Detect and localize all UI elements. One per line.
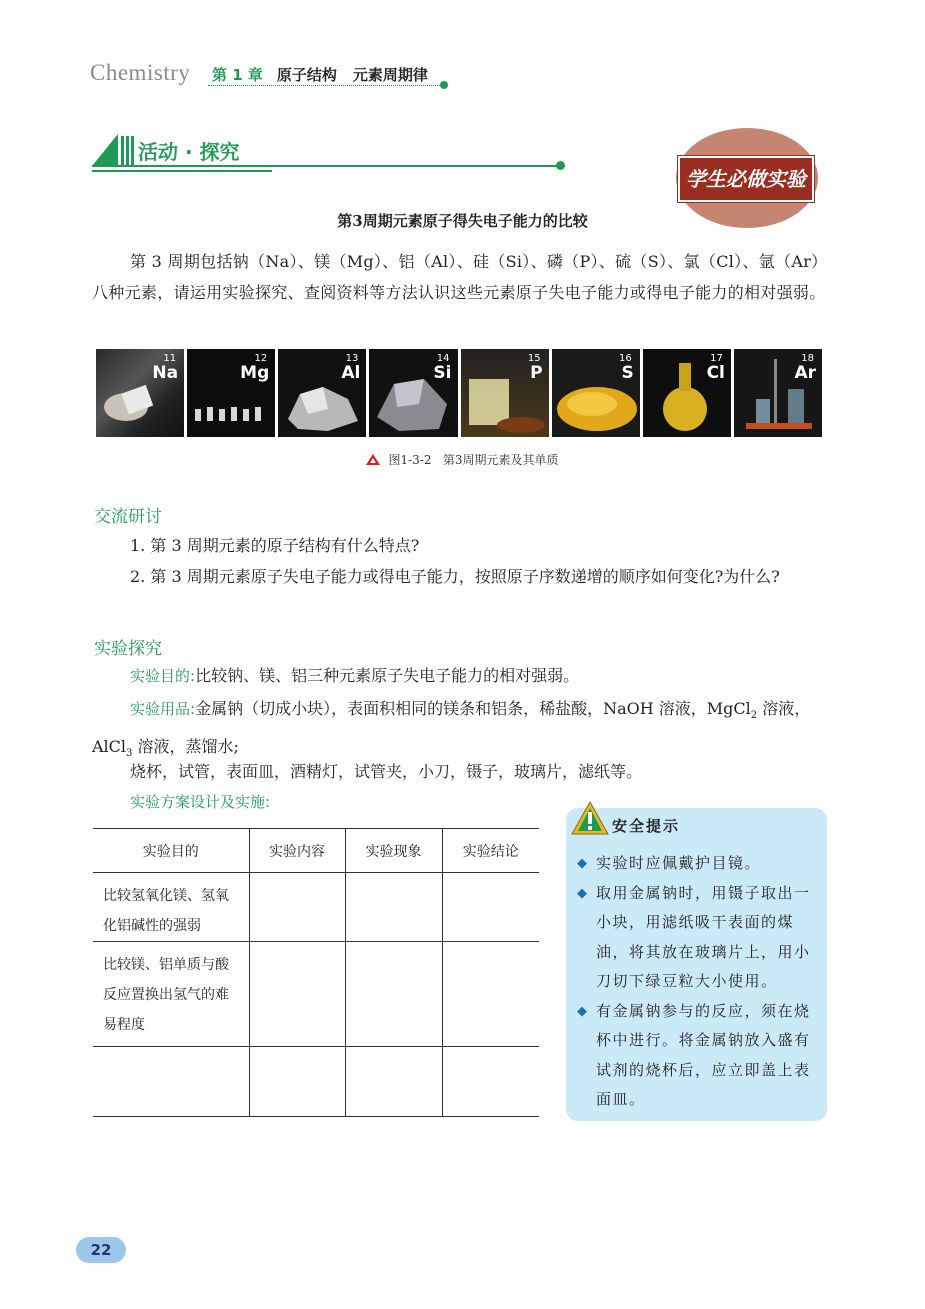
experiment-table [93,828,539,1117]
chapter-title-2: 元素周期律 [352,66,428,84]
table-row [93,1047,539,1117]
safety-item: ◆ 有金属钠参与的反应，须在烧杯中进行。将金属钠放入盛有试剂的烧杯后，应立即盖上表面皿。 [578,997,816,1115]
materials-end: 溶液，蒸馏水; [132,737,239,757]
table-cell-empty[interactable] [345,873,442,942]
element-si-photo [369,349,457,437]
table-row [93,873,539,942]
experiment-materials-2: 烧杯，试管，表面皿，酒精灯，试管夹，小刀，镊子，玻璃片，滤纸等。 [130,762,643,781]
header-subject: Chemistry [90,60,191,85]
chapter-title-1: 原子结构 [276,66,337,84]
element-na-photo [96,349,184,437]
chapter-number: 第 1 章 [212,66,263,84]
materials-sub-3: 3 [126,748,133,760]
experiment-purpose [92,660,832,692]
element-symbol: Ar [794,363,816,383]
activity-dot [556,161,565,170]
table-cell-empty[interactable] [249,942,345,1047]
table-header: 实验目的 [93,829,249,873]
element-number: 12 [254,353,268,364]
required-experiment-stamp: 学生必做实验 [678,156,814,202]
element-number: 17 [710,353,723,364]
element-number: 18 [801,353,814,364]
safety-list [578,849,816,1115]
element-p-photo [461,349,549,437]
element-al-photo [278,349,366,437]
table-cell-empty[interactable] [249,873,345,942]
materials-alcl: 溶液，AlCl [92,699,811,757]
element-number: 14 [436,353,450,364]
table-header: 实验结论 [442,829,539,873]
table-header: 实验内容 [249,829,345,873]
figure-text: 第3周期元素及其单质 [442,453,559,467]
warning-icon [570,798,610,838]
table-cell-empty[interactable] [249,1047,345,1117]
table-cell-purpose[interactable] [93,1047,249,1117]
element-cl-photo [643,349,731,437]
section-title: 第3周期元素原子得失电子能力的比较 [337,212,588,230]
element-photo-strip [96,349,822,437]
purpose-label: 实验目的: [130,667,196,685]
page-number: 22 [76,1237,126,1263]
activity-title: 活动 · 探究 [138,140,240,164]
materials-mgcl: MgCl [706,699,751,718]
materials-sub-2: 2 [750,710,758,722]
element-s-photo [552,349,640,437]
element-symbol: Si [433,363,452,383]
purpose-text: 比较钠、镁、铝三种元素原子失电子能力的相对强弱。 [195,666,580,685]
element-symbol: Al [341,363,361,383]
element-number: 13 [345,353,359,364]
discussion-question-1: 1. 第 3 周期元素的原子结构有什么特点? [130,536,420,555]
safety-title: 安全提示 [612,817,681,835]
table-cell-empty[interactable] [345,942,442,1047]
table-cell-purpose: 比较镁、铝单质与酸反应置换出氢气的难易程度 [93,942,249,1047]
element-number: 16 [619,353,632,364]
header-divider [208,85,442,86]
table-header-row [93,829,539,873]
figure-number: 图1-3-2 [388,453,432,467]
activity-underline [92,165,562,167]
discussion-heading: 交流研讨 [94,507,162,527]
discussion-question-2: 2. 第 3 周期元素原子失电子能力或得电子能力，按照原子序数递增的顺序如何变化?为什么? [130,567,780,586]
element-symbol: Na [152,363,179,383]
table-cell-empty[interactable] [442,1047,539,1117]
table-header: 实验现象 [345,829,442,873]
element-symbol: Mg [240,363,270,383]
element-mg-photo [187,349,275,437]
materials-text-1: 金属钠（切成小块），表面积相同的镁条和铝条，稀盐酸，NaOH 溶液， [195,699,707,718]
materials-label: 实验用品: [130,700,196,718]
experiment-heading: 实验探究 [94,639,162,659]
table-row [93,942,539,1047]
figure-caption [0,451,925,468]
element-number: 15 [527,353,541,364]
figure-marker-icon [366,454,380,465]
element-symbol: S [621,363,634,383]
safety-item: ◆ 实验时应佩戴护目镜。 [578,849,816,879]
element-number: 11 [163,353,177,364]
header-chapter [212,64,428,85]
header-dot [440,81,448,89]
intro-paragraph: 第 3 周期包括钠（Na）、镁（Mg）、铝（Al）、硅（Si）、磷（P）、硫（S）、氯（Cl）、氩（Ar）八种元素，请运用实验探究、查阅资料等方法认识这些元素原子失电子能力或得电子能力的相对强弱。 [92,252,828,302]
table-cell-empty[interactable] [442,942,539,1047]
element-ar-photo [734,349,822,437]
element-symbol: Cl [706,363,725,383]
activity-underline-accent [92,170,272,172]
safety-item: ◆ 取用金属钠时，用镊子取出一小块，用滤纸吸干表面的煤油，将其放在玻璃片上，用小刀切下绿豆粒大小使用。 [578,879,816,997]
activity-stripes-icon [92,134,136,166]
design-label: 实验方案设计及实施: [130,793,271,811]
table-cell-empty[interactable] [442,873,539,942]
element-symbol: P [530,363,543,383]
table-cell-purpose: 比较氢氧化镁、氢氧化铝碱性的强弱 [93,873,249,942]
table-cell-empty[interactable] [345,1047,442,1117]
